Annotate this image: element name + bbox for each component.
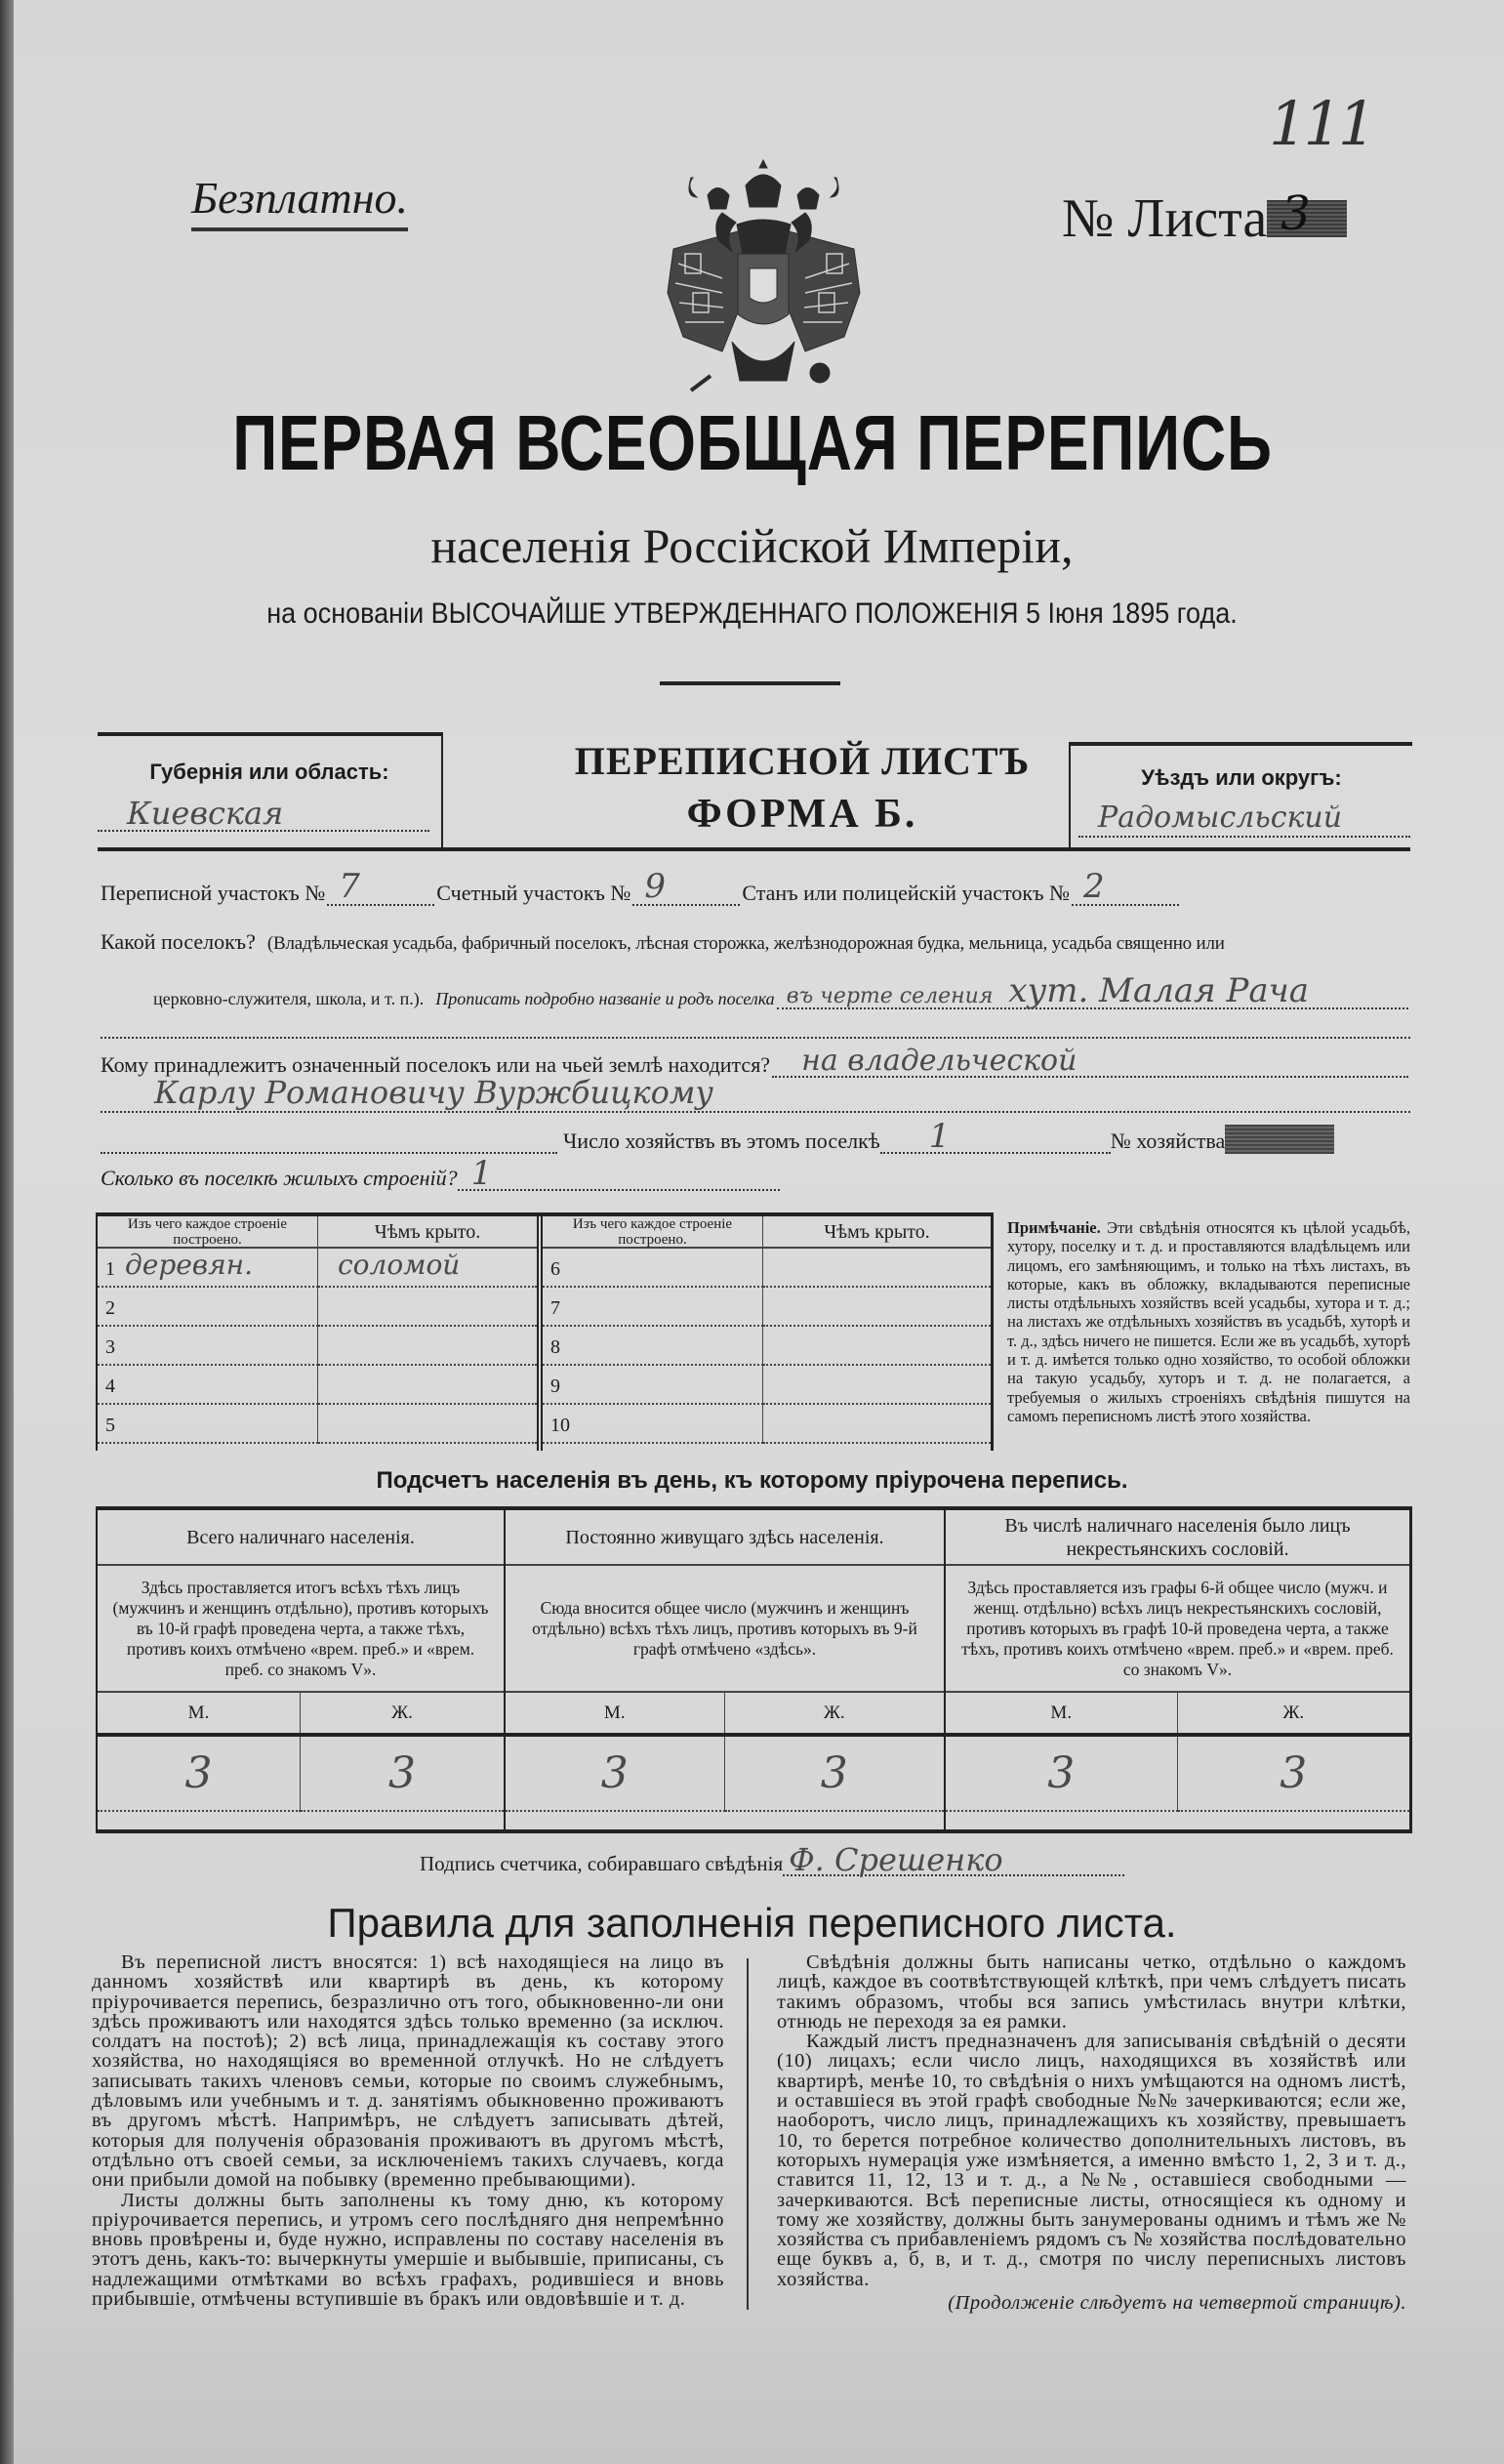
rules-left-column xyxy=(92,1952,724,2309)
district-numbers-row xyxy=(101,867,1181,906)
rules-paragraph: Свѣдѣнія должны быть написаны четко, отдѣльно о каждомъ лицѣ, каждое въ соотвѣтствующей клѣткѣ, при чемъ слѣдуетъ писать такимъ образомъ, чтобы вся запись умѣстилась внутри клѣтки, отнюдь не переходя за ея рамки. xyxy=(777,1951,1406,2033)
settlement-question: Какой поселокъ? xyxy=(101,929,256,954)
settlement-instruction: Прописать подробно названіе и родъ поселка xyxy=(435,989,775,1008)
rules-paragraph: Листы должны быть заполнены къ тому дню, къ которому пріурочивается перепись, и утромъ сего послѣдняго дня непремѣнно вновь провѣрены и, буде нужно, исправлены по составу населенія въ этотъ день, какъ-то: вычеркнуты умершіе и выбывшіе, приписаны, съ надлежащими отмѣтками во всѣхъ графахъ, родившіеся и вновь прибывшіе, отмѣчены вступившіе въ бракъ или овдовѣвшіе и т. д. xyxy=(92,2189,724,2311)
sheet-number xyxy=(1062,187,1347,250)
owner-field-line-2[interactable]: Карлу Романовичу Вуржбицкому xyxy=(101,1078,1410,1113)
rules-divider xyxy=(747,1958,749,2310)
note-label: Примѣчаніе. xyxy=(1007,1218,1101,1237)
building-roof-cell[interactable] xyxy=(763,1405,991,1444)
households-row xyxy=(101,1117,1410,1156)
census-district-label: Переписной участокъ № xyxy=(101,881,326,905)
population-column-permanent xyxy=(506,1510,946,1829)
police-district-field[interactable]: 2 xyxy=(1072,877,1179,906)
signature-row xyxy=(420,1841,1124,1878)
sex-labels: М. Ж. xyxy=(946,1693,1409,1737)
male-count[interactable]: 3 xyxy=(98,1737,301,1812)
building-roof-cell[interactable] xyxy=(763,1249,991,1288)
province-field[interactable]: Киевская xyxy=(98,797,429,832)
building-roof-cell[interactable] xyxy=(318,1366,537,1405)
roof-header: Чѣмъ крыто. xyxy=(318,1216,537,1249)
census-subtitle: населенія Россійской Имперіи, xyxy=(430,518,1074,573)
sheet-number-value: 3 xyxy=(1267,200,1347,237)
title-divider xyxy=(660,681,840,685)
household-no-redacted xyxy=(1225,1125,1334,1154)
rules-paragraph: Каждый листъ предназначенъ для записыванія свѣдѣній о десяти (10) лицахъ; если число лицъ, находящихся въ хозяйствѣ или квартирѣ, менѣе 10, то свѣдѣнія о нихъ умѣщаются на одномъ листѣ, и оставшіеся въ этой графѣ свободные №№ зачеркиваются; если же, наоборотъ, число лицъ, принадлежащихъ къ хозяйству, превышаетъ 10, то берется потребное количество дополнительныхъ листовъ, въ которыхъ нумерація уже измѣняется, а именно вмѣсто 1, 2, 3 и т. д., ставится 11, 12, 13 и т. д., а №№, оставшіеся свободными — зачеркиваются. Всѣ переписные листы, относящіеся къ одному и тому же хозяйству, должны быть занумерованы однимъ и тѣмъ же № хозяйства съ прибавленіемъ рядомъ съ № хозяйства послѣдовательно еще буквъ а, б, в, и т. д., смотря по числу переписныхъ листовъ хозяйства. xyxy=(777,2031,1406,2290)
building-roof-cell[interactable]: соломой xyxy=(318,1249,537,1288)
owner-field[interactable]: на владельческой xyxy=(772,1048,1408,1078)
imperial-eagle-emblem xyxy=(664,156,864,395)
building-material-cell[interactable]: 1 деревян. xyxy=(98,1249,318,1288)
province-box xyxy=(98,732,443,851)
settlement-row-2 xyxy=(153,971,1410,1010)
sex-values xyxy=(506,1737,944,1829)
roof-header: Чѣмъ крыто. xyxy=(763,1216,991,1249)
column-description: Сюда вносится общее число (мужчинъ и женщинъ отдѣльно) всѣхъ тѣхъ лицъ, противъ которыхъ въ 9-й графѣ отмѣчено «здѣсь». xyxy=(506,1566,944,1693)
police-district-label: Станъ или полицейскій участокъ № xyxy=(742,881,1070,905)
building-roof-cell[interactable] xyxy=(318,1327,537,1366)
signature-label: Подпись счетчика, собиравшаго свѣдѣнія xyxy=(420,1852,784,1875)
buildings-table xyxy=(96,1212,994,1451)
settlement-row xyxy=(101,929,1410,955)
province-label: Губернія или область: xyxy=(149,760,389,784)
buildings-table-left xyxy=(98,1216,543,1451)
building-material-cell[interactable]: 3 xyxy=(98,1327,318,1366)
sex-values xyxy=(98,1737,504,1829)
dwellings-row xyxy=(101,1154,780,1193)
rules-continuation: (Продолженіе слѣдуетъ на четвертой страницѣ). xyxy=(948,2292,1406,2315)
settlement-hint-2: церковно-служителя, школа, и т. п.). xyxy=(153,989,425,1008)
building-material-cell[interactable]: 2 xyxy=(98,1288,318,1327)
signature-field[interactable]: Ф. Срешенко xyxy=(783,1845,1124,1876)
male-count[interactable]: 3 xyxy=(946,1737,1178,1812)
building-roof-cell[interactable] xyxy=(763,1366,991,1405)
note-text: Эти свѣдѣнія относятся къ цѣлой усадьбѣ, хутору, поселку и т. д. и проставляются владѣльцемъ или лицомъ, его замѣняющимъ, и только на тѣхъ листахъ, въ которые, какъ въ обложку, вкладываются переписные листы отдѣльныхъ хозяйствъ всей усадьбы, хутора и т. д.; на листахъ же отдѣльныхъ хозяйствъ въ усадьбѣ, хуторѣ и т. д., здѣсь ничего не пишется. Если же въ усадьбѣ, хуторѣ и т. д. имѣется только одно хозяйство, то особой обложки на такую усадьбу, хуторъ и т. д. не полагается, а требуемыя о жилыхъ строеніяхъ свѣдѣнія пишутся на самомъ переписномъ листѣ этого хозяйства. xyxy=(1007,1218,1410,1425)
archive-mark: 111 xyxy=(1269,88,1373,159)
households-line-blank[interactable] xyxy=(101,1127,557,1154)
column-head: Всего наличнаго населенія. xyxy=(98,1510,504,1566)
form-subtitle: ФОРМА Б. xyxy=(686,792,918,837)
building-material-cell[interactable]: 6 xyxy=(543,1249,763,1288)
building-roof-cell[interactable] xyxy=(763,1327,991,1366)
building-material-cell[interactable]: 4 xyxy=(98,1366,318,1405)
district-label: Уѣздъ или округъ: xyxy=(1141,765,1342,790)
count-district-field[interactable]: 9 xyxy=(632,877,740,906)
building-roof-cell[interactable] xyxy=(318,1288,537,1327)
female-count[interactable]: 3 xyxy=(301,1737,504,1812)
female-count[interactable]: 3 xyxy=(725,1737,945,1812)
building-material-cell[interactable]: 8 xyxy=(543,1327,763,1366)
dwellings-label: Сколько въ поселкѣ жилыхъ строеній? xyxy=(101,1166,458,1190)
female-count[interactable]: 3 xyxy=(1178,1737,1410,1812)
sex-labels: М. Ж. xyxy=(98,1693,504,1737)
population-column-non-peasant xyxy=(946,1510,1409,1829)
population-table xyxy=(96,1506,1412,1833)
population-column-total xyxy=(98,1510,506,1829)
building-roof-cell[interactable] xyxy=(318,1405,537,1444)
household-no-label: № хозяйства xyxy=(1110,1129,1226,1153)
buildings-note xyxy=(1007,1218,1410,1425)
material-header: Изъ чего каждое строеніе построено. xyxy=(543,1216,763,1249)
column-description: Здѣсь проставляется итогъ всѣхъ тѣхъ лицъ (мужчинъ и женщинъ отдѣльно), противъ которыхъ въ 10-й графѣ проведена черта, а также тѣхъ, противъ коихъ отмѣчено «врем. преб.» и «врем. преб. со знакомъ V». xyxy=(98,1566,504,1693)
scan-edge xyxy=(0,0,14,2464)
column-head: Въ числѣ наличнаго населенія было лицъ некрестьянскихъ сословій. xyxy=(946,1510,1409,1566)
rules-paragraph: Въ переписной листъ вносятся: 1) всѣ находящіеся на лицо въ данномъ хозяйствѣ или квартирѣ въ день, къ которому пріурочивается перепись, безразлично отъ того, обыкновенно-ли они здѣсь проживаютъ или находятся здѣсь только временно (за исключ. солдатъ на постоѣ); 2) всѣ лица, принадлежащія къ составу этого хозяйства, но находящіяся во временной отлучкѣ. Но не слѣдуетъ записывать такихъ членовъ семьи, которые по своимъ служебнымъ, дѣловымъ или учебнымъ и т. д. занятіямъ обыкновенно проживаютъ въ другомъ мѣстѣ. Напримѣръ, не слѣдуетъ записывать дѣтей, которыя для полученія образованія проживаютъ въ другомъ мѣстѣ, отдѣльно отъ своей семьи, за исключеніемъ такихъ случаевъ, когда они прибыли домой на побывку (временно пребывающими). xyxy=(92,1951,724,2192)
form-title: ПЕРЕПИСНОЙ ЛИСТЪ xyxy=(574,739,1031,783)
settlement-field-line-2[interactable] xyxy=(101,1037,1410,1039)
households-label: Число хозяйствъ въ этомъ поселкѣ xyxy=(563,1129,880,1153)
column-description: Здѣсь проставляется изъ графы 6-й общее число (мужч. и женщ. отдѣльно) всѣхъ лицъ некрестьянскихъ сословій, противъ которыхъ въ графѣ 10-й проведена черта, а также тѣхъ, противъ коихъ отмѣчено «врем. преб.» и «врем. преб. со знакомъ V». xyxy=(946,1566,1409,1693)
free-label: Безплатно. xyxy=(191,172,408,231)
male-count[interactable]: 3 xyxy=(506,1737,725,1812)
material-header: Изъ чего каждое строеніе построено. xyxy=(98,1216,318,1249)
census-basis: на основаніи ВЫСОЧАЙШЕ УТВЕРЖДЕННАГО ПОЛОЖЕНІЯ 5 Іюня 1895 года. xyxy=(266,597,1238,630)
settlement-field[interactable] xyxy=(777,971,1408,1010)
building-material-cell[interactable]: 7 xyxy=(543,1288,763,1327)
district-field[interactable]: Радомысльский xyxy=(1078,801,1410,838)
building-material-cell[interactable]: 10 xyxy=(543,1405,763,1444)
district-box xyxy=(1069,742,1412,851)
sex-labels: М. Ж. xyxy=(506,1693,944,1737)
settlement-hint: (Владѣльческая усадьба, фабричный поселокъ, лѣсная сторожка, желѣзнодорожная будка, мельница, усадьба священно или xyxy=(266,933,1225,954)
dwellings-field[interactable]: 1 xyxy=(458,1162,780,1191)
census-district-field[interactable]: 7 xyxy=(327,877,434,906)
settlement-value-note: въ черте селения xyxy=(786,984,994,1008)
households-field[interactable]: 1 xyxy=(880,1125,1111,1154)
building-material-cell[interactable]: 9 xyxy=(543,1366,763,1405)
rules-right-column xyxy=(777,1952,1406,2313)
population-title: Подсчетъ населенія въ день, къ которому пріурочена перепись. xyxy=(376,1467,1128,1494)
buildings-table-right xyxy=(543,1216,991,1451)
census-title: ПЕРВАЯ ВСЕОБЩАЯ ПЕРЕПИСЬ xyxy=(231,399,1273,486)
column-head: Постоянно живущаго здѣсь населенія. xyxy=(506,1510,944,1566)
sex-values xyxy=(946,1737,1409,1829)
form-header-box xyxy=(98,732,1410,851)
building-material-cell[interactable]: 5 xyxy=(98,1405,318,1444)
count-district-label: Счетный участокъ № xyxy=(436,881,631,905)
owner-question: Кому принадлежитъ означенный поселокъ или на чьей землѣ находится? xyxy=(101,1052,771,1077)
settlement-value: хут. Малая Рача xyxy=(1008,971,1310,1010)
sheet-number-label: № Листа xyxy=(1062,188,1268,249)
rules-title: Правила для заполненія переписного листа. xyxy=(327,1900,1177,1946)
building-roof-cell[interactable] xyxy=(763,1288,991,1327)
